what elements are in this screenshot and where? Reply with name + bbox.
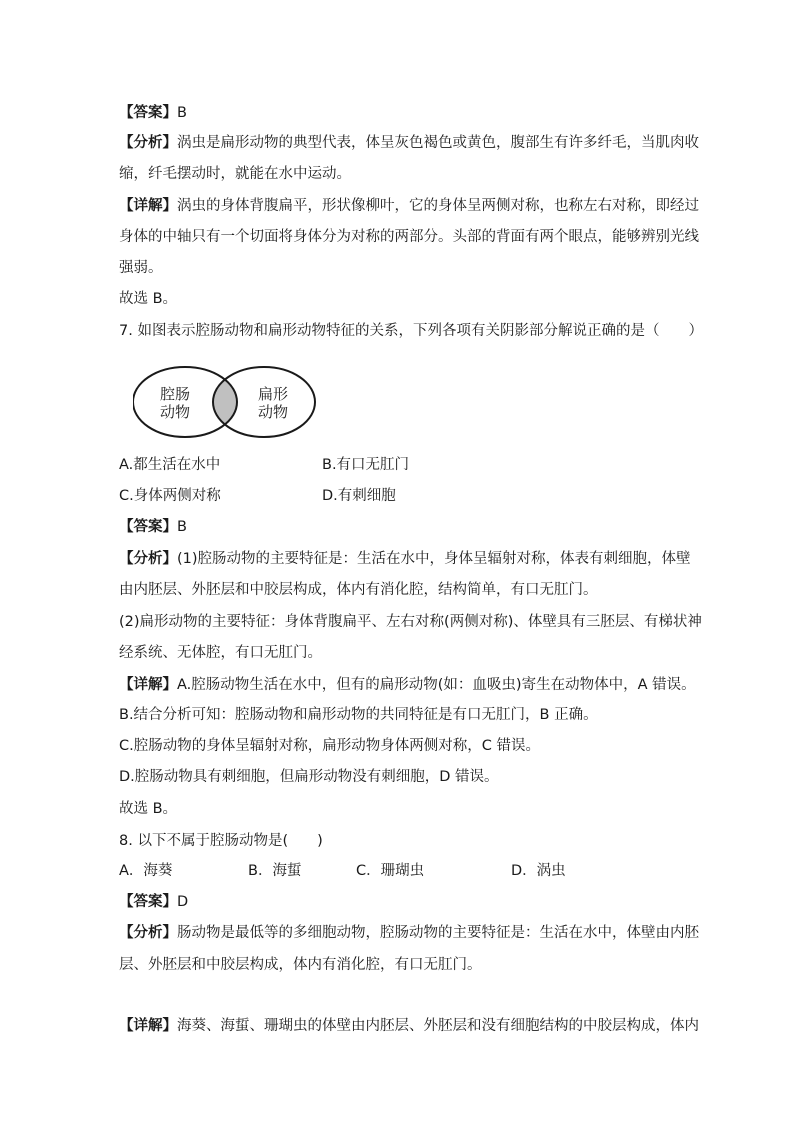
detail-tag: 【详解】 xyxy=(119,677,177,693)
q8-option-a: A．海葵 xyxy=(119,863,173,879)
q6-answer xyxy=(119,103,679,123)
answer-value: D xyxy=(177,894,189,910)
answer-value: B xyxy=(177,105,187,121)
q7-stem: 7. 如图表示腔肠动物和扁形动物特征的关系，下列各项有关阴影部分解说正确的是（ ） xyxy=(119,323,703,339)
q8-analysis-line-2: 层、外胚层和中胶层构成，体内有消化腔，有口无肛门。 xyxy=(119,957,482,973)
q7-analysis-line-4: 经系统、无体腔，有口无肛门。 xyxy=(119,645,322,661)
q6-analysis-line-2: 缩，纤毛摆动时，就能在水中运动。 xyxy=(119,166,351,182)
q8-option-c: C．珊瑚虫 xyxy=(356,863,425,879)
venn-right-label-1: 扁形 xyxy=(257,385,289,403)
q6-detail-line-1 xyxy=(119,196,699,216)
q7-detail-line-1 xyxy=(119,675,696,695)
q6-detail-line-2: 身体的中轴只有一个切面将身体分为对称的两部分。头部的背面有两个眼点，能够辨别光线 xyxy=(119,229,699,245)
q7-option-b: B.有口无肛门 xyxy=(322,457,410,473)
venn-left-label-1: 腔肠 xyxy=(159,385,191,403)
q8-stem: 8. 以下不属于腔肠动物是( ) xyxy=(119,833,323,849)
analysis-text: (1)腔肠动物的主要特征是：生活在水中，身体呈辐射对称，体表有刺细胞，体壁 xyxy=(177,551,691,567)
q8-answer xyxy=(119,892,679,912)
detail-tag: 【详解】 xyxy=(119,1018,177,1034)
venn-left-label-2: 动物 xyxy=(159,403,191,421)
analysis-tag: 【分析】 xyxy=(119,551,177,567)
q7-analysis-line-3: (2)扁形动物的主要特征：身体背腹扁平、左右对称(两侧对称)、体壁具有三胚层、有梯状神 xyxy=(119,614,702,630)
answer-tag: 【答案】 xyxy=(119,519,177,535)
q7-answer xyxy=(119,517,679,537)
analysis-tag: 【分析】 xyxy=(119,925,177,941)
q7-option-a: A.都生活在水中 xyxy=(119,457,221,473)
analysis-text: 肠动物是最低等的多细胞动物，腔肠动物的主要特征是：生活在水中，体壁由内胚 xyxy=(177,925,699,941)
q8-detail-line-1 xyxy=(119,1016,699,1036)
answer-value: B xyxy=(177,519,187,535)
q8-option-b: B．海蜇 xyxy=(248,863,302,879)
analysis-tag: 【分析】 xyxy=(119,135,177,151)
q7-conclusion: 故选 B。 xyxy=(119,801,178,817)
q6-detail-line-3: 强弱。 xyxy=(119,260,163,276)
detail-tag: 【详解】 xyxy=(119,198,177,214)
venn-right-label-2: 动物 xyxy=(257,403,289,421)
answer-tag: 【答案】 xyxy=(119,894,177,910)
answer-tag: 【答案】 xyxy=(119,105,177,121)
q6-conclusion: 故选 B。 xyxy=(119,291,178,307)
detail-text: 涡虫的身体背腹扁平，形状像柳叶，它的身体呈两侧对称，也称左右对称，即经过 xyxy=(177,198,699,214)
detail-text: A.腔肠动物生活在水中，但有的扁形动物(如：血吸虫)寄生在动物体中，A 错误。 xyxy=(177,677,696,693)
q8-option-d: D．涡虫 xyxy=(511,863,566,879)
q7-analysis-line-2: 由内胚层、外胚层和中胶层构成，体内有消化腔，结构简单，有口无肛门。 xyxy=(119,582,598,598)
q7-option-d: D.有刺细胞 xyxy=(322,488,396,504)
q7-option-c: C.身体两侧对称 xyxy=(119,488,221,504)
q7-detail-line-4: D.腔肠动物具有刺细胞，但扁形动物没有刺细胞，D 错误。 xyxy=(119,769,499,785)
q6-analysis-line-1 xyxy=(119,133,699,153)
analysis-text: 涡虫是扁形动物的典型代表，体呈灰色褐色或黄色，腹部生有许多纤毛，当肌肉收 xyxy=(177,135,699,151)
q7-detail-line-2: B.结合分析可知：腔肠动物和扁形动物的共同特征是有口无肛门，B 正确。 xyxy=(119,707,598,723)
venn-diagram xyxy=(133,365,317,439)
q7-analysis-line-1 xyxy=(119,549,691,569)
q7-detail-line-3: C.腔肠动物的身体呈辐射对称，扁形动物身体两侧对称，C 错误。 xyxy=(119,738,540,754)
q8-analysis-line-1 xyxy=(119,923,699,943)
detail-text: 海葵、海蜇、珊瑚虫的体壁由内胚层、外胚层和没有细胞结构的中胶层构成，体内 xyxy=(177,1018,699,1034)
